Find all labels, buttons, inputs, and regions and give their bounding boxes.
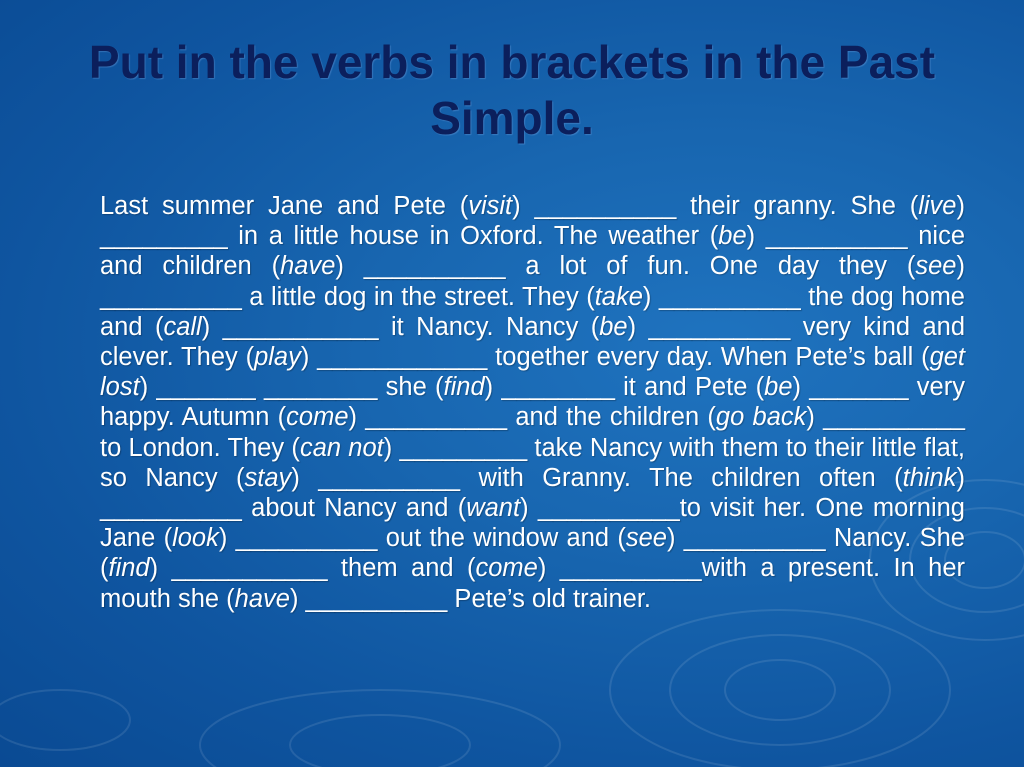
exercise-text: ) __________ Nancy. She ( [100,524,965,583]
exercise-text: ) __________ out the window and ( [218,524,626,553]
exercise-text: ) _______ very happy. Autumn ( [100,373,965,432]
bracket-verb: take [594,282,643,311]
bracket-verb: be [764,373,793,402]
bracket-verb: be [599,312,628,341]
exercise-text: ) ____________ together every day. When Pete’s ball ( [300,343,930,372]
exercise-text: ) __________ very kind and clever. They ( [100,312,966,372]
exercise-text: ) ___________ them and ( [149,554,476,583]
bracket-verb: get lost [100,343,966,402]
exercise-text: ) ___________ it Nancy. Nancy ( [201,312,600,341]
exercise-text: ) _________ take Nancy with them to their little flat, so Nancy ( [100,433,966,492]
bracket-verb: can not [299,433,384,462]
bracket-verb: see [915,252,957,281]
exercise-text: ) _______ ________ she ( [139,373,444,402]
bracket-verb: visit [468,192,513,220]
bracket-verb: play [254,343,301,372]
bracket-verb: find [443,373,485,402]
exercise-text: ) __________ about Nancy and ( [100,463,965,523]
bracket-verb: find [108,554,150,583]
exercise-text: ) _________ in a little house in Oxford. The weather ( [100,192,965,251]
exercise-text: ) __________ to London. They ( [100,403,965,462]
exercise-text: ) __________to visit her. One morning Jane ( [100,494,965,553]
exercise-text: ) __________ with Granny. The children often ( [291,463,903,492]
bracket-verb: have [280,252,336,281]
bracket-verb: think [902,463,957,492]
bracket-verb: see [625,524,667,553]
bracket-verb: look [172,524,219,553]
bracket-verb: want [466,494,521,523]
exercise-paragraph [100,191,965,614]
exercise-text: ) __________with a present. In her mouth she ( [100,554,965,613]
exercise-text: ) __________ a lot of fun. One day they ( [335,252,916,281]
exercise-text: ) __________ their granny. She ( [512,192,919,220]
exercise-text: ) __________ the dog home and ( [100,282,965,341]
exercise-text: ) __________ Pete’s old trainer. [289,584,651,613]
bracket-verb: call [163,312,202,341]
bracket-verb: come [286,403,349,432]
bracket-verb: live [918,192,957,220]
exercise-text: ) __________ nice and children ( [100,222,965,281]
bracket-verb: stay [244,463,292,492]
bracket-verb: have [234,584,290,613]
bracket-verb: be [718,222,747,251]
exercise-text: ) __________ and the children ( [348,403,716,432]
bracket-verb: come [475,554,538,583]
exercise-text: Last summer Jane and Pete ( [100,192,469,220]
bracket-verb: go back [715,403,807,432]
exercise-text: ) ________ it and Pete ( [484,373,765,402]
slide-title: Put in the verbs in brackets in the Past Simple. [88,36,936,144]
exercise-text: ) __________ a little dog in the street. They ( [100,252,965,311]
